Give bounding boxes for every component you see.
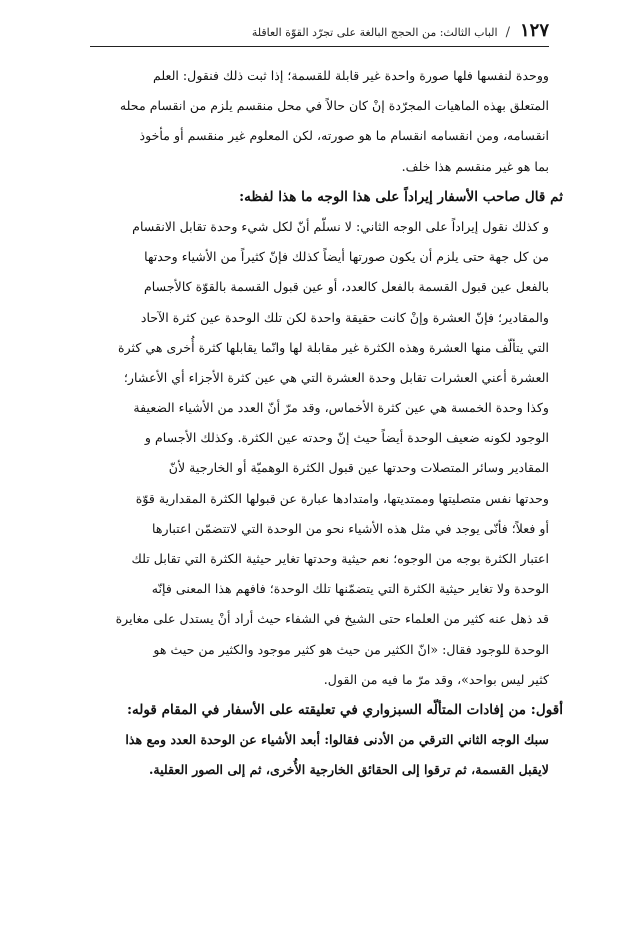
text-line: ووحدة لنفسها فلها صورة واحدة غير قابلة للقسمة؛ إذا ثبت ذلك فنقول: العلم — [152, 68, 549, 83]
text-line: المتعلق بهذه الماهيات المجرّدة إنْ كان حالاً في محل منقسم يلزم من انقسام محله — [119, 98, 549, 114]
running-header — [90, 20, 549, 47]
text-line: و كذلك نقول إيراداً على الوجه الثاني: لا نسلّم أنّ لكل شيء وحدة تقابل الانقسام — [132, 218, 549, 234]
header-separator: / — [505, 25, 510, 40]
text-line: وحدتها نفس متصليتها وممتديتها، وامتدادها عبارة عن قبولها الكثرة المقدارية قوّة — [135, 490, 549, 506]
text-line: الوحدة ولا تغاير حيثية الكثرة التي يتضمّنها تلك الوحدة؛ فافهم هذا المعنى فإنّه — [151, 581, 549, 597]
text-line: الوحدة للوجود فقال: «انّ الكثير من حيث هو كثير موجود والكثير من حيث هو — [153, 641, 549, 657]
text-line: كثير ليس بواحد»، وقد مرّ ما فيه من القول. — [323, 671, 549, 687]
author-intro-heading — [90, 695, 563, 725]
sabzawari-quote-paragraph — [90, 725, 549, 785]
heading-line: ثم قال صاحب الأسفار إيراداً على هذا الوجه ما هذا لفظه: — [239, 188, 563, 205]
text-line: لايقبل القسمة، ثم ترقوا إلى الحقائق الخارجية الأُخرى، ثم إلى الصور العقلية. — [148, 762, 549, 778]
text-line: المقادير وسائر المتصلات وحدتها عين قبول الكثرة الوهميّة أو الخارجية لأنّ — [168, 460, 549, 476]
heading-line: أقول: من إفادات المتألّه السبزواري في تعليقته على الأسفار في المقام قوله: — [126, 701, 563, 718]
text-line: قد ذهل عنه كثير من العلماء حتى الشيخ في الشفاء حيث أراد أنْ يستدل على مغايرة — [115, 611, 549, 627]
text-line: الوجود لكونه ضعيف الوحدة أيضاً حيث إنّ وحدته عين الكثرة. وكذلك الأجسام و — [144, 430, 549, 446]
text-line: سبك الوجه الثاني الترقي من الأدنى فقالوا: أبعد الأشياء عن الوحدة العدد ومع هذا — [125, 732, 549, 748]
text-line: التي يتألّف منها العشرة وهذه الكثرة غير مقابلة لها وانّما يقابلها كثرة أُخرى هي كثرة — [118, 339, 549, 355]
sadra-intro-heading — [90, 182, 563, 212]
text-line: وكذا وحدة الخمسة هي عين كثرة الأخماس، وقد مرّ أنّ العدد من الأشياء الضعيفة — [133, 400, 549, 416]
text-line: بما هو غير منقسم هذا خلف. — [401, 158, 549, 174]
chapter-title: الباب الثالث: من الحجج البالغة على تجرّد القوّة العاقلة — [251, 26, 498, 39]
text-line: انقسامه، ومن انقسامه انقسام ما هو صورته، لكن المعلوم غير منقسم أو مأخوذ — [139, 128, 549, 144]
text-line: اعتبار الكثرة بوجه من الوجوه؛ نعم حيثية وحدتها تغاير حيثية الكثرة التي تقابل تلك — [131, 551, 549, 566]
text-line: بالفعل عين قبول القسمة بالفعل كالعدد، أو عين قبول القسمة بالقوّة كالأجسام — [144, 279, 549, 295]
text-line: العشرة أعني العشرات تقابل وحدة العشرة التي هي عين كثرة الأجزاء أي الأعشار؛ — [123, 369, 549, 385]
text-line: من كل جهة حتى يلزم أن يكون صورتها أيضاً كذلك فإنّ كثيراً من الأشياء وحدتها — [144, 249, 549, 265]
page-number: ١٢٧ — [519, 20, 549, 41]
text-line: والمقادير؛ فإنّ العشرة وإنْ كانت حقيقة واحدة لكن تلك الوحدة عين كثرة الآحاد — [140, 309, 549, 325]
continuation-paragraph — [90, 61, 549, 182]
sadra-quote-paragraph — [90, 212, 549, 695]
text-line: أو فعلاً؛ فأنّى يوجد في مثل هذه الأشياء نحو من الوحدة التي لاتتضمّن اعتبارها — [152, 520, 549, 536]
